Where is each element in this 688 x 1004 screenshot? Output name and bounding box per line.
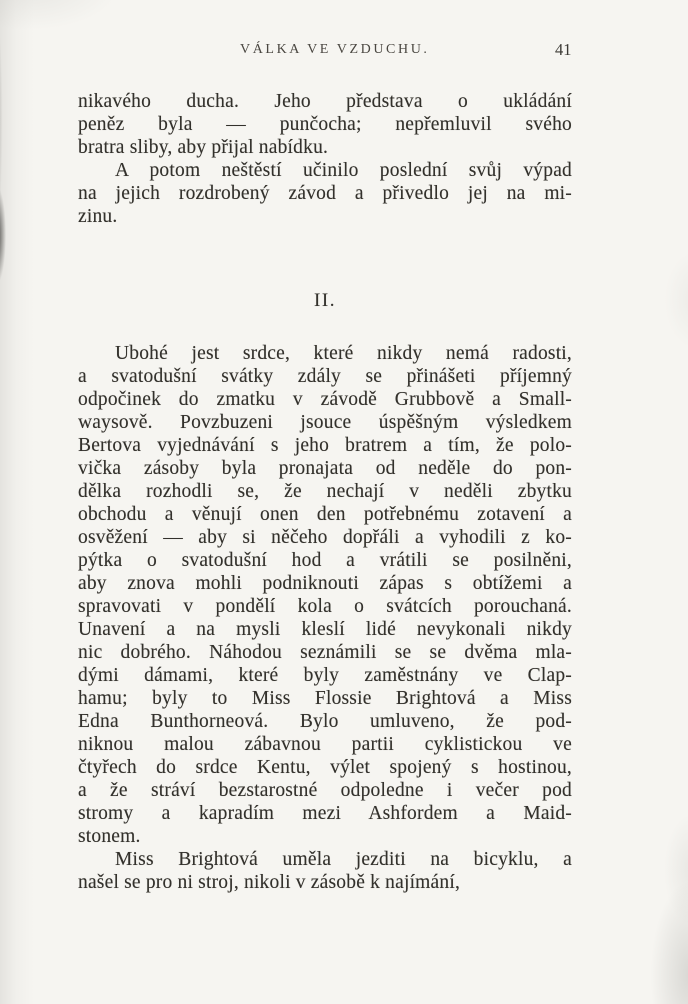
text-line: spravovati v pondělí kola o svátcích porouchaná.	[78, 596, 572, 617]
text-line: aby znova mohli podniknouti zápas s obtížemi a	[78, 573, 572, 594]
text-line: čtyřech do srdce Kentu, výlet spojený s hostinou,	[78, 757, 572, 778]
text-line: Edna Bunthorneová. Bylo umluveno, že pod-	[78, 711, 572, 732]
text-line: pýtka o svatodušní hod a vrátili se posilněni,	[78, 550, 572, 571]
text-line: vička zásoby byla pronajata od neděle do pon-	[78, 458, 572, 479]
text-line: peněz byla — punčocha; nepřemluvil svého	[78, 114, 572, 135]
text-line: našel se pro ni stroj, nikoli v zásobě k najímání,	[78, 872, 461, 893]
running-header	[0, 40, 688, 62]
running-title: VÁLKA VE VZDUCHU.	[240, 42, 430, 57]
page-number: 41	[555, 40, 572, 59]
text-line: na jejich rozdrobený závod a přivedlo jej na mi-	[78, 183, 572, 204]
text-line: stromy a kapradím mezi Ashfordem a Maid-	[78, 803, 572, 824]
text-line: a že stráví bezstarostné odpoledne i večer pod	[78, 780, 572, 801]
text-line: hamu; byly to Miss Flossie Brightová a Miss	[78, 688, 572, 709]
text-line: zinu.	[78, 206, 118, 227]
text-line: stonem.	[78, 826, 141, 847]
section-heading: II.	[314, 290, 336, 311]
text-line: nikavého ducha. Jeho představa o ukládání	[78, 91, 572, 112]
text-line: Bertova vyjednávání s jeho bratrem a tím, že polo-	[78, 435, 572, 456]
text-line: Ubohé jest srdce, které nikdy nemá radosti,	[115, 343, 572, 364]
text-line: waysově. Povzbuzeni jsouce úspěšným výsledkem	[78, 412, 572, 433]
text-line: odpočinek do zmatku v závodě Grubbově a Small-	[78, 389, 572, 410]
text-line: bratra sliby, aby přijal nabídku.	[78, 137, 329, 158]
text-line: A potom neštěstí učinilo poslední svůj výpad	[115, 160, 572, 181]
text-line: Unavení a na mysli kleslí lidé nevykonali nikdy	[78, 619, 572, 640]
text-line: obchodu a věnují onen den potřebnému zotavení a	[78, 504, 572, 525]
text-line: niknou malou zábavnou partii cyklistickou ve	[78, 734, 572, 755]
text-line: nic dobrého. Náhodou seznámili se se dvěma mla-	[78, 642, 572, 663]
text-line: Miss Brightová uměla jezditi na bicyklu, a	[115, 849, 572, 870]
text-body	[78, 90, 572, 894]
text-line: a svatodušní svátky zdály se přinášeti příjemný	[78, 366, 572, 387]
text-line: dými dámami, které byly zaměstnány ve Clap-	[78, 665, 572, 686]
text-line: osvěžení — aby si něčeho dopřáli a vyhodili z ko-	[78, 527, 572, 548]
text-line: dělka rozhodli se, že nechají v neděli zbytku	[78, 481, 572, 502]
